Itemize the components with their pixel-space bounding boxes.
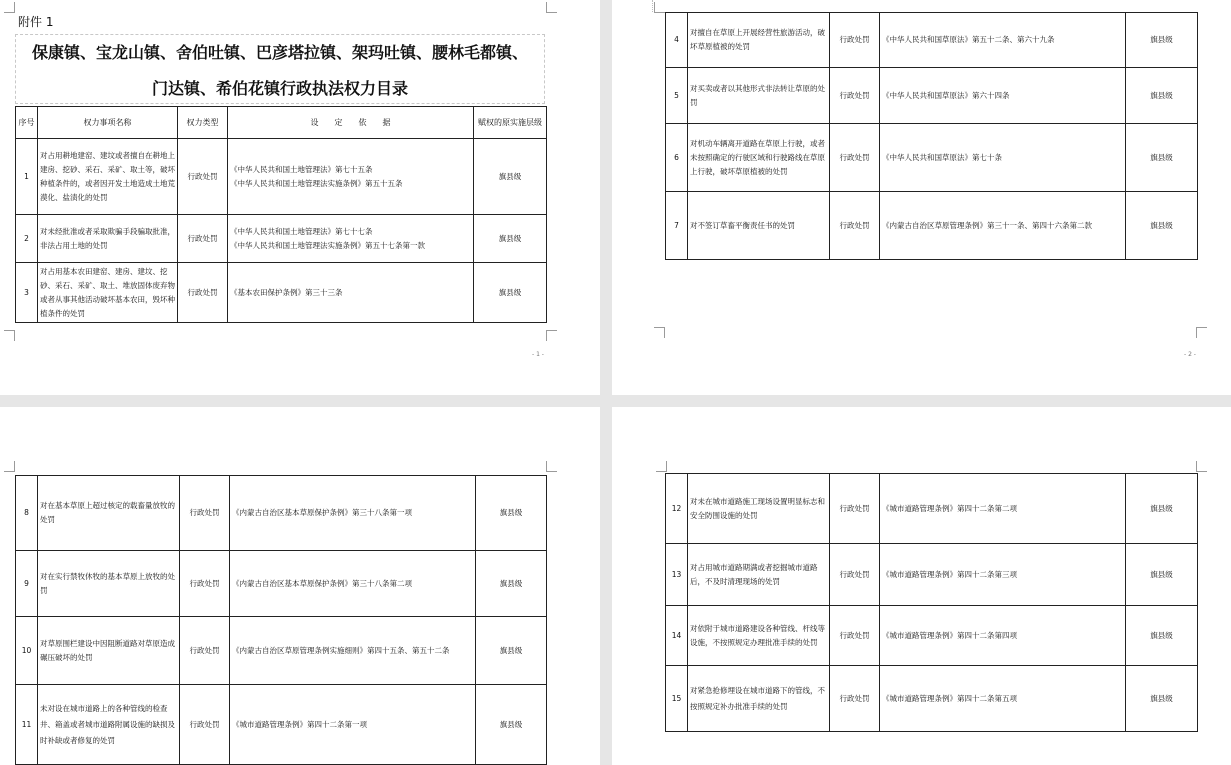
row-basis: 《城市道路管理条例》第四十二条第二项	[880, 474, 1126, 544]
page-corner-mark	[546, 2, 557, 13]
row-name: 对紧急抢修埋设在城市道路下的管线，不按照规定补办批准手续的处罚	[688, 666, 830, 732]
row-level: 旗县级	[1126, 124, 1198, 192]
row-type: 行政处罚	[830, 68, 880, 124]
row-no: 9	[16, 551, 38, 617]
row-basis: 《城市道路管理条例》第四十二条第一项	[230, 685, 476, 765]
page-corner-mark	[4, 461, 15, 472]
power-list-table	[665, 12, 1198, 260]
row-name: 对占用耕地建窑、建坟或者擅自在耕地上建房、挖砂、采石、采矿、取土等，破坏种植条件的，或者因开发土地造成土地荒漠化、盐渍化的处罚	[38, 139, 178, 215]
row-no: 13	[666, 544, 688, 606]
row-level: 旗县级	[1126, 544, 1198, 606]
table-row	[16, 215, 547, 263]
row-basis: 《城市道路管理条例》第四十二条第五项	[880, 666, 1126, 732]
row-level: 旗县级	[474, 215, 547, 263]
row-name: 对机动车辆离开道路在草原上行驶，或者未按照确定的行驶区域和行驶路线在草原上行驶，破坏草原植被的处罚	[688, 124, 830, 192]
row-level: 旗县级	[474, 263, 547, 323]
row-no: 4	[666, 13, 688, 68]
document-page-2	[612, 0, 1231, 395]
table-row	[16, 476, 547, 551]
page-corner-mark	[4, 330, 15, 341]
header-no: 序号	[16, 107, 38, 139]
page-corner-mark	[656, 461, 667, 472]
page-corner-mark	[546, 461, 557, 472]
table-row	[16, 551, 547, 617]
row-type: 行政处罚	[830, 606, 880, 666]
power-list-table	[665, 473, 1198, 732]
row-type: 行政处罚	[830, 192, 880, 260]
row-type: 行政处罚	[180, 476, 230, 551]
row-name: 对草原围栏建设中因阻断道路对草原造成碾压破坏的处罚	[38, 617, 180, 685]
row-type: 行政处罚	[830, 13, 880, 68]
table-row	[666, 544, 1198, 606]
page-corner-mark	[546, 330, 557, 341]
power-list-table	[15, 106, 547, 323]
title-line-2: 门达镇、希伯花镇行政执法权力目录	[151, 79, 408, 98]
page-number: - 1 -	[532, 351, 544, 358]
header-basis: 设 定 依 据	[228, 107, 474, 139]
row-no: 2	[16, 215, 38, 263]
row-type: 行政处罚	[178, 263, 228, 323]
row-type: 行政处罚	[180, 551, 230, 617]
row-no: 10	[16, 617, 38, 685]
row-type: 行政处罚	[830, 124, 880, 192]
page-corner-mark	[1196, 327, 1207, 338]
header-type: 权力类型	[178, 107, 228, 139]
margin-guide	[652, 0, 653, 12]
row-type: 行政处罚	[830, 544, 880, 606]
row-level: 旗县级	[476, 685, 547, 765]
row-name: 对买卖或者以其他形式非法转让草原的处罚	[688, 68, 830, 124]
row-name: 对占用城市道路期满或者挖掘城市道路后，不及时清理现场的处罚	[688, 544, 830, 606]
row-no: 6	[666, 124, 688, 192]
table-row	[16, 263, 547, 323]
page-number: - 2 -	[1184, 351, 1196, 358]
row-level: 旗县级	[476, 476, 547, 551]
table-row	[666, 192, 1198, 260]
row-level: 旗县级	[1126, 606, 1198, 666]
table-row	[666, 124, 1198, 192]
table-header-row	[16, 107, 547, 139]
document-page-3	[0, 407, 600, 765]
row-no: 5	[666, 68, 688, 124]
table-row	[666, 13, 1198, 68]
row-no: 15	[666, 666, 688, 732]
row-basis: 《内蒙古自治区草原管理条例实施细则》第四十五条、第五十二条	[230, 617, 476, 685]
document-page-1	[0, 0, 600, 395]
row-name: 对未经批准或者采取欺骗手段骗取批准，非法占用土地的处罚	[38, 215, 178, 263]
page-corner-mark	[654, 2, 665, 13]
row-name: 对不签订草畜平衡责任书的处罚	[688, 192, 830, 260]
row-no: 8	[16, 476, 38, 551]
table-row	[666, 606, 1198, 666]
row-no: 12	[666, 474, 688, 544]
header-level: 赋权的原实施层级	[474, 107, 547, 139]
page-corner-mark	[654, 327, 665, 338]
row-level: 旗县级	[1126, 68, 1198, 124]
row-level: 旗县级	[1126, 666, 1198, 732]
row-basis: 《内蒙古自治区草原管理条例》第三十一条、第四十六条第二款	[880, 192, 1126, 260]
row-type: 行政处罚	[178, 215, 228, 263]
row-basis: 《基本农田保护条例》第三十三条	[228, 263, 474, 323]
row-level: 旗县级	[474, 139, 547, 215]
table-row	[666, 474, 1198, 544]
header-name: 权力事项名称	[38, 107, 178, 139]
power-list-table	[15, 475, 547, 765]
table-row	[16, 139, 547, 215]
row-type: 行政处罚	[180, 617, 230, 685]
row-no: 14	[666, 606, 688, 666]
page-corner-mark	[4, 2, 15, 13]
document-title	[15, 34, 545, 104]
row-type: 行政处罚	[180, 685, 230, 765]
row-basis: 《城市道路管理条例》第四十二条第三项	[880, 544, 1126, 606]
row-type: 行政处罚	[178, 139, 228, 215]
attachment-label: 附件 1	[18, 15, 54, 29]
row-name: 对未在城市道路施工现场设置明显标志和安全防围设施的处罚	[688, 474, 830, 544]
title-line-1: 保康镇、宝龙山镇、舍伯吐镇、巴彦塔拉镇、架玛吐镇、腰林毛都镇、	[31, 43, 528, 62]
row-type: 行政处罚	[830, 474, 880, 544]
row-level: 旗县级	[476, 617, 547, 685]
row-name: 对在实行禁牧休牧的基本草原上放牧的处罚	[38, 551, 180, 617]
row-no: 7	[666, 192, 688, 260]
row-level: 旗县级	[1126, 13, 1198, 68]
row-basis: 《中华人民共和国土地管理法》第七十五条 《中华人民共和国土地管理法实施条例》第五十五条	[228, 139, 474, 215]
row-no: 11	[16, 685, 38, 765]
row-type: 行政处罚	[830, 666, 880, 732]
row-name: 未对设在城市道路上的各种管线的检查井、箱盖或者城市道路附属设施的缺损及时补缺或者修复的处罚	[38, 685, 180, 765]
table-row	[666, 666, 1198, 732]
row-level: 旗县级	[1126, 474, 1198, 544]
table-row	[666, 68, 1198, 124]
row-name: 对在基本草原上超过核定的载畜量放牧的处罚	[38, 476, 180, 551]
row-name: 对擅自在草原上开展经营性旅游活动，破坏草原植被的处罚	[688, 13, 830, 68]
document-page-4	[612, 407, 1231, 765]
row-no: 3	[16, 263, 38, 323]
row-basis: 《中华人民共和国草原法》第五十二条、第六十九条	[880, 13, 1126, 68]
row-basis: 《中华人民共和国土地管理法》第七十七条 《中华人民共和国土地管理法实施条例》第五十七条第一款	[228, 215, 474, 263]
row-name: 对依附于城市道路建设各种管线、杆线等设施，不按照规定办理批准手续的处罚	[688, 606, 830, 666]
row-basis: 《内蒙古自治区基本草原保护条例》第三十八条第一项	[230, 476, 476, 551]
row-level: 旗县级	[476, 551, 547, 617]
row-name: 对占用基本农田建窑、建房、建坟、挖砂、采石、采矿、取土、堆放固体废弃物或者从事其他活动破坏基本农田，毁坏种植条件的处罚	[38, 263, 178, 323]
page-corner-mark	[1196, 461, 1207, 472]
row-basis: 《中华人民共和国草原法》第六十四条	[880, 68, 1126, 124]
row-basis: 《城市道路管理条例》第四十二条第四项	[880, 606, 1126, 666]
table-row	[16, 617, 547, 685]
row-basis: 《内蒙古自治区基本草原保护条例》第三十八条第二项	[230, 551, 476, 617]
row-level: 旗县级	[1126, 192, 1198, 260]
row-basis: 《中华人民共和国草原法》第七十条	[880, 124, 1126, 192]
table-row	[16, 685, 547, 765]
row-no: 1	[16, 139, 38, 215]
